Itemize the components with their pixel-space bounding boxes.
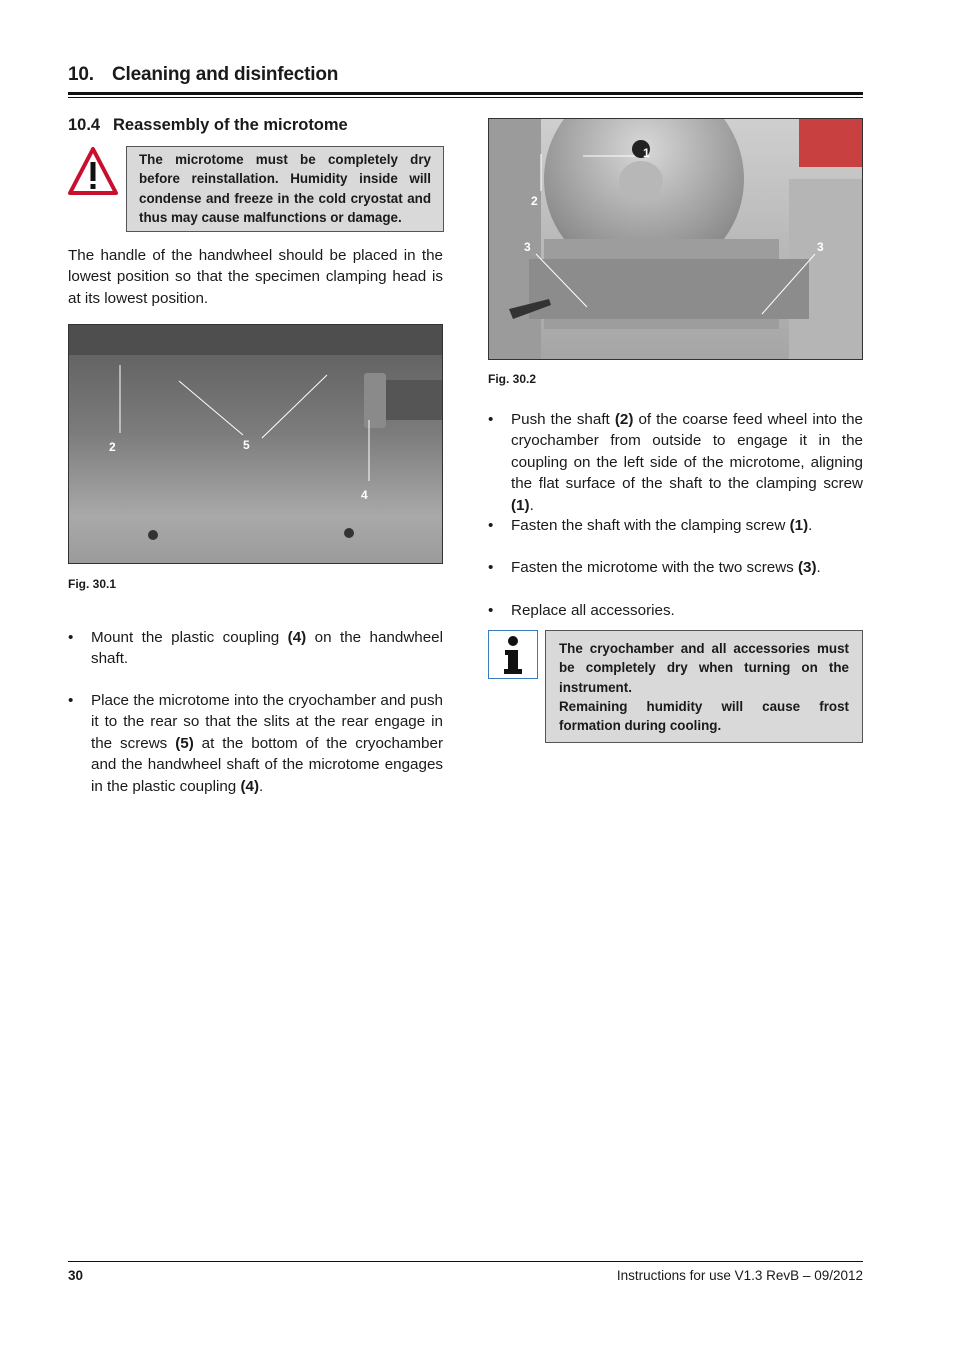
chapter-number: 10. bbox=[68, 64, 94, 85]
step-text: Replace all accessories. bbox=[511, 602, 675, 619]
footer-rule bbox=[68, 1261, 863, 1262]
header-rule-thick bbox=[68, 92, 863, 95]
fig1-callout-4: 4 bbox=[361, 488, 368, 502]
fig2-callout-3-left: 3 bbox=[524, 240, 531, 254]
fig2-callout-1: 1 bbox=[643, 146, 650, 160]
figure-30-2 bbox=[488, 118, 863, 360]
figure-30-1-caption: Fig. 30.1 bbox=[68, 577, 117, 591]
intro-paragraph: The handle of the handwheel should be placed in the lowest position so that the specimen clamping head is at its lowest position. bbox=[68, 247, 443, 307]
document-version: Instructions for use V1.3 RevB – 09/2012 bbox=[616, 1268, 863, 1283]
header-rule-thin bbox=[68, 97, 863, 98]
figure-30-1 bbox=[68, 324, 443, 564]
chapter-title: Cleaning and disinfection bbox=[112, 64, 339, 85]
info-note bbox=[545, 630, 863, 743]
fig2-callout-3-right: 3 bbox=[817, 240, 824, 254]
section-heading bbox=[68, 116, 348, 135]
warning-triangle-icon bbox=[68, 146, 118, 196]
warning-note: The microtome must be completely dry before reinstallation. Humidity inside will condense and freeze in the cold cryostat and thus may cause malfunctions or damage. bbox=[126, 146, 444, 232]
info-icon bbox=[488, 630, 538, 679]
step-text: Fasten the shaft with the clamping screw (1). bbox=[511, 517, 813, 534]
chapter-heading bbox=[68, 64, 338, 86]
page-number: 30 bbox=[68, 1268, 84, 1283]
section-number: 10.4 bbox=[68, 116, 101, 134]
step-text: Push the shaft (2) of the coarse feed wheel into the cryochamber from outside to engage it in the coupling on the left side of the microtome, aligning the flat surface of the shaft to the clamping screw (1). bbox=[511, 411, 863, 514]
step-text: Mount the plastic coupling (4) on the handwheel shaft. bbox=[91, 629, 443, 668]
fig1-callout-2: 2 bbox=[109, 440, 116, 454]
fig1-callout-5: 5 bbox=[243, 438, 250, 452]
step-text: Place the microtome into the cryochamber and push it to the rear so that the slits at the rear engage in the screws (5) at the bottom of the cryochamber and the handwheel shaft of the microtome engages in the plastic coupling (4). bbox=[91, 692, 443, 795]
fig2-callout-2: 2 bbox=[531, 194, 538, 208]
info-note-line-1: The cryochamber and all accessories must be completely dry when turning on the instrument. bbox=[559, 641, 849, 695]
figure-30-2-caption: Fig. 30.2 bbox=[488, 372, 537, 386]
info-note-line-2: Remaining humidity will cause frost formation during cooling. bbox=[559, 698, 849, 734]
section-title: Reassembly of the microtome bbox=[113, 116, 348, 134]
step-text: Fasten the microtome with the two screws (3). bbox=[511, 559, 821, 576]
